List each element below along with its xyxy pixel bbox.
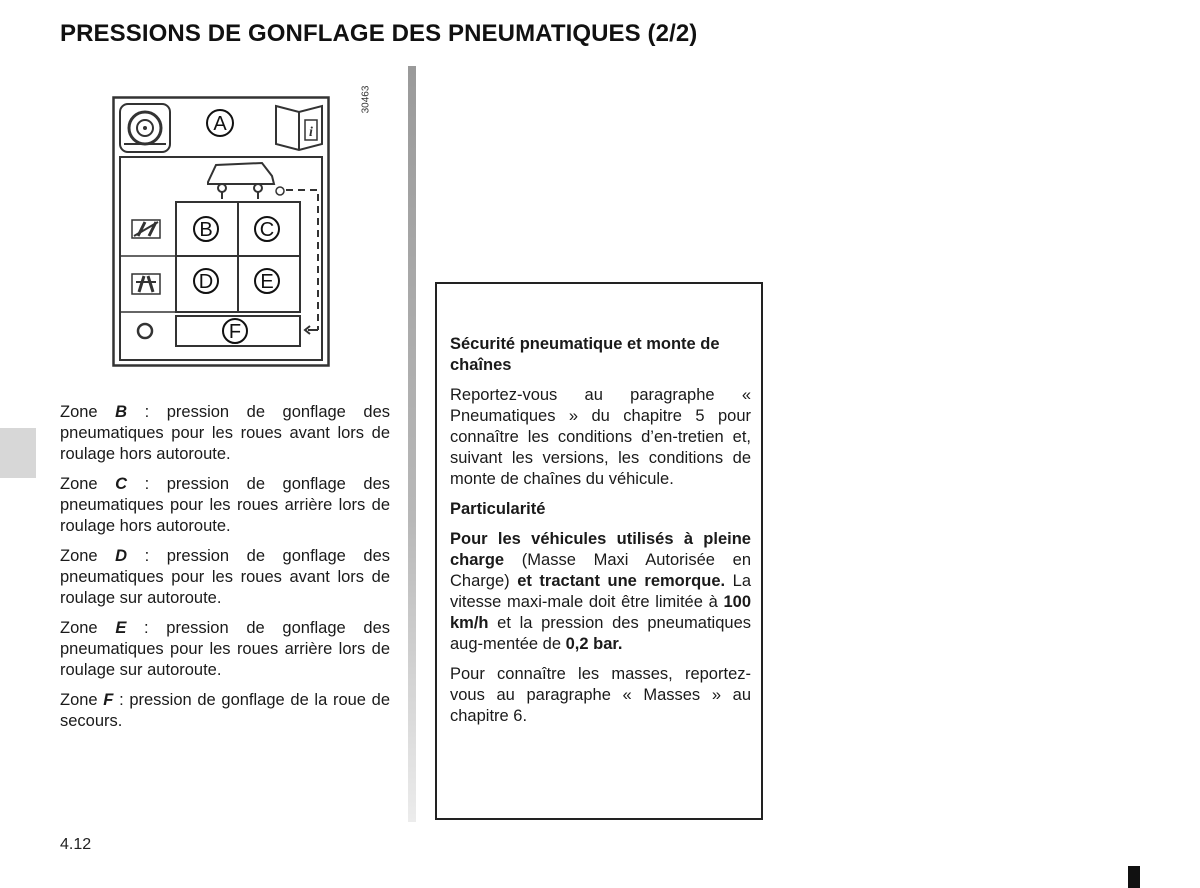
tyre-pressure-label-diagram	[112, 96, 332, 371]
zone-f-description: Zone F : pression de gonflage de la roue de secours.	[60, 691, 390, 730]
label-a	[207, 110, 233, 136]
non-motorway-icon	[132, 220, 160, 238]
label-f	[223, 319, 247, 343]
svg-text:A: A	[213, 113, 227, 135]
figure-code	[362, 80, 382, 120]
zone-c-description: Zone C : pression de gonflage des pneumatiques pour les roues arrière lors de roulage hors autoroute.	[60, 475, 390, 535]
page-number: 4.12	[60, 836, 92, 853]
zone-b-description: Zone B : pression de gonflage des pneumatiques pour les roues avant lors de roulage hors autoroute.	[60, 403, 390, 463]
page-title: PRESSIONS DE GONFLAGE DES PNEUMATIQUES (2/2)	[60, 20, 698, 47]
svg-text:F: F	[228, 321, 242, 343]
note-paragraph-load: Pour les véhicules utilisés à pleine charge (Masse Maxi Autorisée en Charge) et tractant une remorque. La vitesse maxi-male doit être limitée à 100 km/h et la pression des pneumatiques aug-mentée de 0,2 bar.	[450, 530, 752, 653]
safety-note-box	[435, 282, 763, 820]
note-paragraph-tyres: Reportez-vous au paragraphe « Pneumatiques » du chapitre 5 pour connaître les conditions d’en-tretien et, suivant les versions, les conditions de monte de chaînes du véhicule.	[450, 386, 751, 488]
corner-mark	[1128, 866, 1140, 888]
safety-note-content	[450, 334, 751, 736]
zone-e-description: Zone E : pression de gonflage des pneumatiques pour les roues arrière lors de roulage sur autoroute.	[60, 619, 390, 679]
tyre-icon	[120, 104, 170, 152]
motorway-icon	[132, 274, 160, 294]
note-paragraph-masses: Pour connaître les masses, reportez-vous au paragraphe « Masses » au chapitre 6.	[450, 665, 751, 725]
column-divider	[408, 66, 416, 822]
label-d	[194, 269, 218, 293]
note-heading: Sécurité pneumatique et monte de chaînes	[450, 335, 720, 374]
svg-text:E: E	[260, 271, 274, 293]
zone-d-description: Zone D : pression de gonflage des pneumatiques pour les roues avant lors de roulage sur autoroute.	[60, 547, 390, 607]
chapter-tab	[0, 428, 36, 478]
manual-book-icon	[276, 106, 322, 150]
vehicle-side-icon	[208, 163, 318, 334]
label-b	[194, 217, 218, 241]
note-subheading: Particularité	[450, 500, 546, 518]
svg-text:C: C	[259, 219, 275, 241]
svg-text:i: i	[309, 125, 313, 140]
figure-code-label: 30463	[360, 85, 372, 114]
spare-wheel-icon	[138, 324, 152, 338]
zone-descriptions	[60, 402, 390, 741]
svg-text:D: D	[198, 271, 214, 293]
label-e	[255, 269, 279, 293]
label-c	[255, 217, 279, 241]
svg-text:B: B	[199, 219, 213, 241]
